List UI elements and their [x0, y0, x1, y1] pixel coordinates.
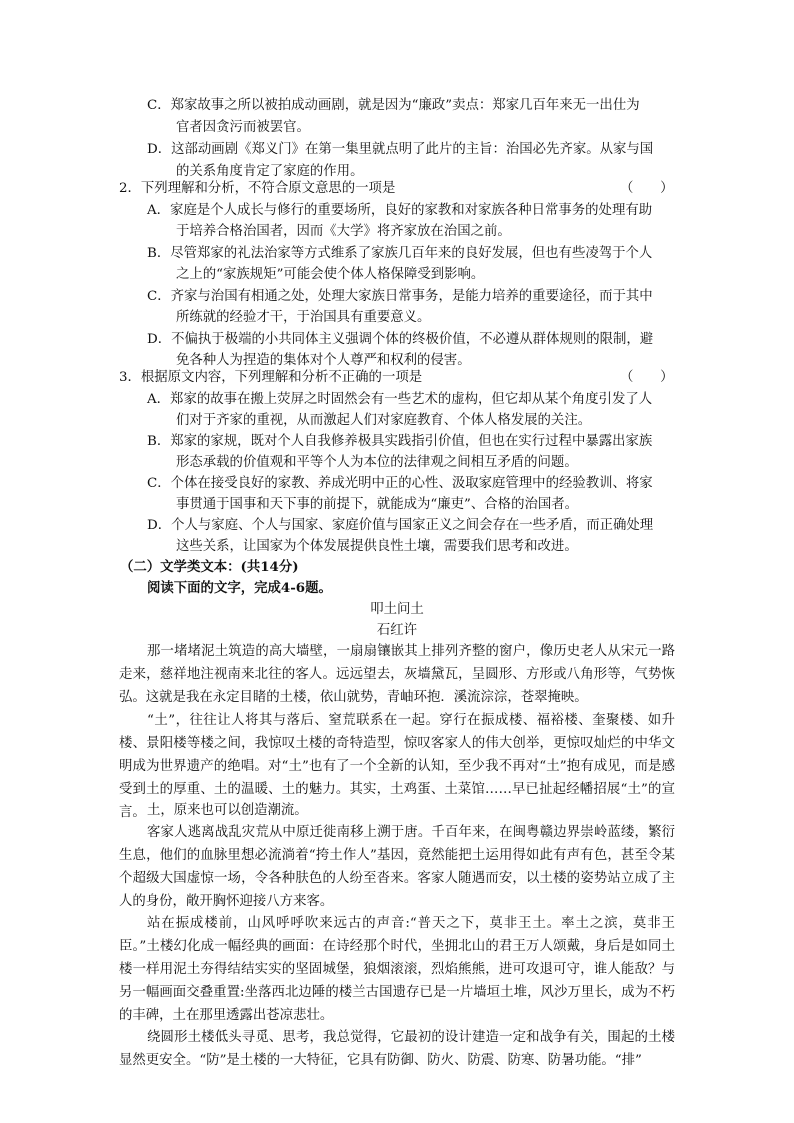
article-paragraph-1: 那一堵堵泥土筑造的高大墙壁，一扇扇镶嵌其上排列齐整的窗户，像历史老人从宋元一路走来，慈祥地注视南来北往的客人。远远望去，灰墙黛瓦，呈圆形、方形或八角形等，气势恢弘。这就是我在永定目睹的土楼，依山就势，青岫环抱．溪流淙淙，苍翠掩映。 — [119, 644, 675, 705]
q1-option-d-line1: D．这部动画剧《郑义门》在第一集里就点明了此片的主旨：治国必先齐家。从家与国 — [147, 142, 654, 157]
article-paragraph-2: “土”，往往让人将其与落后、窒荒联系在一起。穿行在振成楼、福裕楼、奎聚楼、如升楼、景阳楼等楼之间，我惊叹土楼的奇特造型，惊叹客家人的伟大创举，更惊叹灿烂的中华文明成为世界遗产的绝唱。对“土”也有了一个全新的认知，至少我不再对“土”抱有成见，而是感受到土的厚重、土的温暖、土的魅力。其实，土鸡蛋、土菜馆……早已扯起经幡招展“土”的宣言。 — [119, 713, 675, 820]
q3-option-c-line1: C．个体在接受良好的家教、养成光明中正的心性、汲取家庭管理中的经验教训、将家 — [147, 476, 653, 491]
q3-option-b-line2: 形态承载的价值观和平等个人为本位的法律观之间相互矛盾的问题。 — [176, 455, 578, 470]
q2-option-c-line1: C．齐家与治国有相通之处，处理大家族日常事务，是能力培养的重要途径，而于其中 — [147, 289, 653, 304]
q3-option-c-line2: 事贯通于国事和天下事的前提下，就能成为“廉吏”、合格的治国者。 — [176, 497, 579, 512]
article-title: 叩土问土 — [370, 602, 424, 617]
q3-option-a-line1: A．郑家的故事在搬上荧屏之时固然会有一些艺术的虚构，但它却从某个角度引发了人 — [147, 392, 653, 407]
q2-option-d-line2: 免各种人为捏造的集体对个人尊严和权利的侵害。 — [176, 353, 471, 368]
q2-answer-paren: （ ） — [620, 181, 674, 196]
article-paragraph-5: 站在振成楼前，山风呼呼吹来远古的声音:“普天之下，莫非王土。率土之滨，莫非王臣。”土楼幻化成一幅经典的画面：在诗经那个时代，坐拥北山的君王万人颂戴，身后是如同土楼一样用泥土夯得结结实实的坚固城堡，狼烟滚滚，烈焰熊熊，进可攻退可守，谁人能敌？与另一幅画面交叠重置:坐落西北边陲的楼兰古国遗存已是一片墙垣土堆，风沙万里长，成为不朽的丰碑，土在那里透露出苍凉悲壮。 — [119, 916, 675, 1023]
section-instruction: 阅读下面的文字，完成4-6题。 — [147, 580, 332, 596]
article-paragraph-3: 土，原来也可以创造潮流。 — [147, 803, 308, 818]
q2-option-d-line1: D．不偏执于极端的小共同体主义强调个体的终极价值，不必遵从群体规则的限制，避 — [147, 332, 654, 347]
article-paragraph-6: 绕圆形土楼低头寻觅、思考，我总觉得，它最初的设计建造一定和战争有关，围起的土楼显然更安全。“防”是土楼的一大特征，它具有防御、防火、防震、防寒、防暑功能。“排” — [119, 1030, 675, 1068]
q2-option-c-line2: 所练就的经验才干，于治国具有重要意义。 — [176, 310, 431, 325]
q2-option-b-line2: 之上的“家族规矩”可能会使个体人格保障受到影响。 — [176, 267, 485, 282]
q2-stem: 2．下列理解和分析，不符合原文意思的一项是 — [119, 181, 396, 196]
q3-answer-paren: （ ） — [620, 370, 674, 385]
q1-option-c-line1: C．郑家故事之所以被拍成动画剧，就是因为“廉政”卖点：郑家几百年来无一出仕为 — [147, 98, 640, 113]
q3-option-a-line2: 们对于齐家的重视，从而激起人们对家庭教育、个体人格发展的关注。 — [176, 413, 592, 428]
q2-option-a-line1: A．家庭是个人成长与修行的重要场所，良好的家教和对家族各种日常事务的处理有助 — [147, 203, 653, 218]
q1-option-d-line2: 的关系角度肯定了家庭的作用。 — [176, 164, 364, 179]
article-author: 石红许 — [376, 623, 418, 638]
q1-option-c-line2: 官者因贪污而被罢官。 — [176, 120, 310, 135]
q3-option-b-line1: B．郑家的家规，既对个人自我修养极具实践指引价值，但也在实行过程中暴露出家族 — [147, 434, 653, 449]
section-heading: （二）文学类文本：(共14分) — [120, 559, 299, 575]
q2-option-a-line2: 于培养合格治国者，因而《大学》将齐家放在治国之前。 — [176, 224, 511, 239]
q3-option-d-line1: D．个人与家庭、个人与国家、家庭价值与国家正义之间会存在一些矛盾，而正确处理 — [147, 518, 654, 533]
q3-stem: 3．根据原文内容，下列理解和分析不正确的一项是 — [119, 370, 423, 385]
q3-option-d-line2: 这些关系，让国家为个体发展提供良性土壤，需要我们思考和改进。 — [176, 539, 578, 554]
article-paragraph-4: 客家人逃离战乱灾荒从中原迁徙南移上溯于唐。千百年来，在闽粤赣边界崇岭蓝缕，繁衍生息，他们的血脉里想必流淌着“挎土作人”基因，竟然能把土运用得如此有声有色，甚至令某个超级大国虚惊一场，令各种肤色的人纷至沓来。客家人随遇而安，以土楼的姿势站立成了主人的身份，敞开胸怀迎接八方来客。 — [119, 825, 675, 909]
q2-option-b-line1: B．尽管郑家的礼法治家等方式维系了家族几百年来的良好发展，但也有些凌驾于个人 — [147, 246, 653, 261]
